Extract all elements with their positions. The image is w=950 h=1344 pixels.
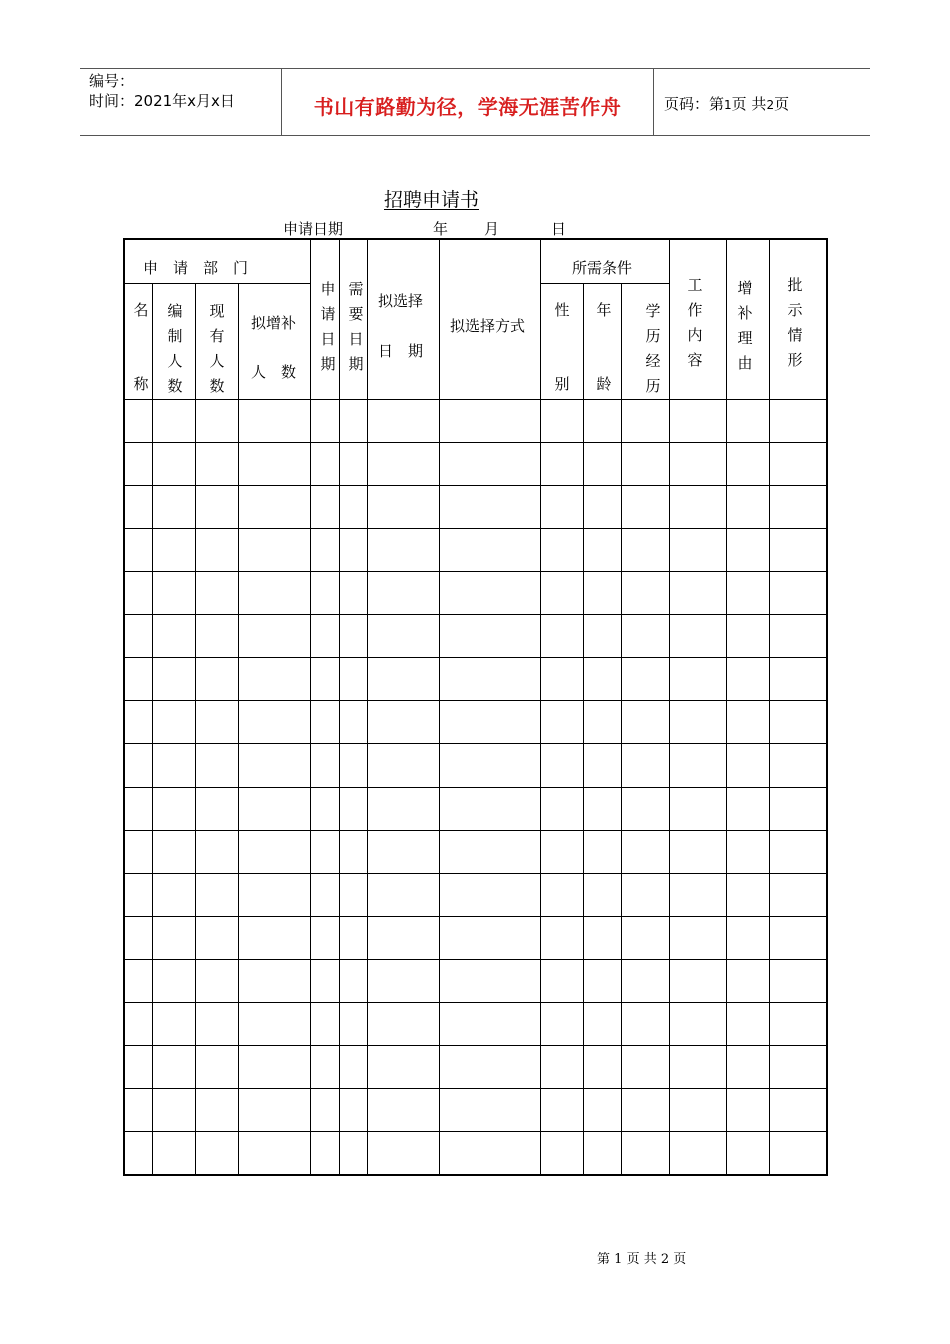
page-footer xyxy=(597,1248,686,1267)
row-divider xyxy=(125,1131,826,1132)
row-divider xyxy=(125,830,826,831)
row-divider xyxy=(125,614,826,615)
footer-mid: 页 共 xyxy=(626,1252,657,1267)
col-select-date-top: 拟选择 xyxy=(378,292,424,310)
row-divider xyxy=(125,873,826,874)
date-month: 月 xyxy=(484,220,500,238)
header-divider xyxy=(653,69,654,135)
column-divider xyxy=(583,283,584,1174)
col-age-bottom: 龄 xyxy=(596,375,612,393)
row-divider xyxy=(125,743,826,744)
col-apply-date: 申 请 日 期 xyxy=(320,280,336,373)
footer-total: 2 xyxy=(660,1252,670,1267)
row-divider xyxy=(125,1002,826,1003)
row-divider xyxy=(125,399,826,400)
footer-page: 1 xyxy=(614,1252,623,1267)
col-age-top: 年 xyxy=(596,301,612,319)
conditions-group-header: 所需条件 xyxy=(572,259,633,277)
footer-suffix: 页 xyxy=(673,1252,687,1267)
page-label: 页码：第 xyxy=(664,95,725,113)
recruitment-table xyxy=(123,238,828,1176)
col-select-method: 拟选择方式 xyxy=(450,317,526,335)
header-page-info xyxy=(664,93,789,114)
page-total: 2 xyxy=(766,98,775,112)
col-work: 工 作 内 容 xyxy=(687,276,703,369)
header-meta xyxy=(89,71,235,111)
column-divider xyxy=(669,240,670,1174)
col-name-top: 名 xyxy=(133,301,149,319)
row-divider xyxy=(125,657,826,658)
number-label: 编号： xyxy=(89,72,135,90)
row-divider xyxy=(125,571,826,572)
time-label: 时间：2021年x月x日 xyxy=(89,92,235,110)
row-divider xyxy=(125,442,826,443)
column-divider xyxy=(726,240,727,1174)
column-divider xyxy=(769,240,770,1174)
column-divider xyxy=(152,283,153,1174)
document-title: 招聘申请书 xyxy=(384,189,480,211)
row-divider xyxy=(125,528,826,529)
page-current: 1 xyxy=(724,98,732,112)
date-label: 申请日期 xyxy=(283,220,344,238)
column-divider xyxy=(621,283,622,1174)
row-divider xyxy=(125,959,826,960)
document-header xyxy=(80,68,870,136)
row-divider xyxy=(125,916,826,917)
date-day: 日 xyxy=(551,220,567,238)
column-divider xyxy=(238,283,239,1174)
footer-prefix: 第 xyxy=(597,1252,611,1267)
col-education: 学 历 经 历 xyxy=(645,302,661,395)
row-divider xyxy=(125,485,826,486)
dept-group-header: 申 请 部 门 xyxy=(143,259,249,277)
col-plan-top: 拟增补 xyxy=(251,314,297,332)
col-reason: 增 补 理 由 xyxy=(737,279,753,372)
col-need-date: 需 要 日 期 xyxy=(348,280,364,373)
column-divider xyxy=(195,283,196,1174)
group-header-divider xyxy=(125,283,310,284)
col-gender-bottom: 别 xyxy=(554,375,570,393)
col-plan-bottom: 人 数 xyxy=(251,363,297,381)
column-divider xyxy=(367,240,368,1174)
col-quota: 编 制 人 数 xyxy=(167,302,183,395)
header-motto: 书山有路勤为径，学海无涯苦作舟 xyxy=(313,95,622,119)
row-divider xyxy=(125,1088,826,1089)
column-divider xyxy=(339,240,340,1174)
col-name-bottom: 称 xyxy=(133,375,149,393)
row-divider xyxy=(125,787,826,788)
row-divider xyxy=(125,700,826,701)
page-mid: 页 共 xyxy=(731,95,767,113)
col-gender-top: 性 xyxy=(554,301,570,319)
page-end: 页 xyxy=(774,95,790,113)
col-select-date-bottom: 日 期 xyxy=(378,342,424,360)
group-header-divider xyxy=(540,283,669,284)
col-current: 现 有 人 数 xyxy=(209,302,225,395)
column-divider xyxy=(540,240,541,1174)
date-year: 年 xyxy=(433,220,449,238)
col-approval: 批 示 情 形 xyxy=(787,276,803,369)
row-divider xyxy=(125,1045,826,1046)
column-divider xyxy=(439,240,440,1174)
column-divider xyxy=(310,240,311,1174)
